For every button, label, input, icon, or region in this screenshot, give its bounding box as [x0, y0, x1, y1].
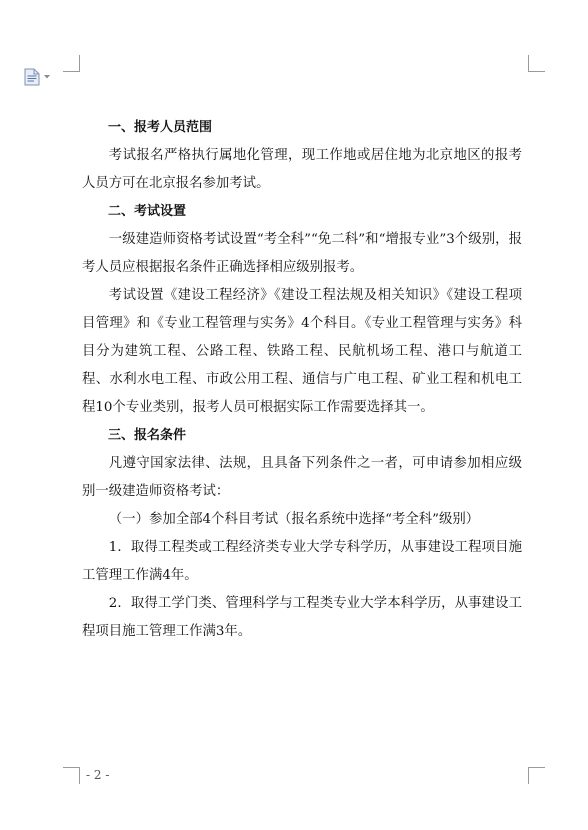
section-heading-scope: 一、报考人员范围 [108, 120, 213, 135]
crop-mark-top-left [63, 55, 80, 72]
paragraph-subjects: 考试设置《建设工程经济》《建设工程法规及相关知识》《建设工程项目管理》和《专业工程管理与实务》4个科目。《专业工程管理与实务》科目分为建筑工程、公路工程、铁路工程、民航机场工程、港口与航道工程、水利水电工程、市政公用工程、通信与广电工程、矿业工程和机电工程10个专业类别，报考人员可根据实际工作需要选择其一。 [82, 288, 522, 415]
paragraph-levels: 一级建造师资格考试设置“考全科”“免二科”和“增报专业”3个级别，报考人员应根据报名条件正确选择相应级别报考。 [82, 232, 522, 275]
paragraph-full-subjects: （一）参加全部4个科目考试（报名系统中选择“考全科”级别） [108, 512, 480, 527]
page-number: - 2 - [86, 768, 110, 782]
section-heading-conditions: 三、报名条件 [108, 428, 187, 443]
crop-mark-top-right [528, 55, 545, 72]
crop-mark-bottom-left [63, 767, 80, 784]
document-body [82, 114, 522, 646]
crop-mark-bottom-right [528, 767, 545, 784]
document-options-icon[interactable] [24, 68, 56, 86]
paragraph-condition-2: 2．取得工学门类、管理科学与工程类专业大学本科学历，从事建设工程项目施工管理工作满3年。 [82, 596, 522, 639]
section-heading-settings: 二、考试设置 [108, 204, 187, 219]
chevron-down-icon [43, 74, 51, 80]
paragraph-scope: 考试报名严格执行属地化管理，现工作地或居住地为北京地区的报考人员方可在北京报名参加考试。 [82, 148, 522, 191]
paragraph-conditions-intro: 凡遵守国家法律、法规，且具备下列条件之一者，可申请参加相应级别一级建造师资格考试： [82, 456, 522, 499]
paragraph-condition-1: 1．取得工程类或工程经济类专业大学专科学历，从事建设工程项目施工管理工作满4年。 [82, 540, 522, 583]
document-icon [24, 68, 40, 86]
